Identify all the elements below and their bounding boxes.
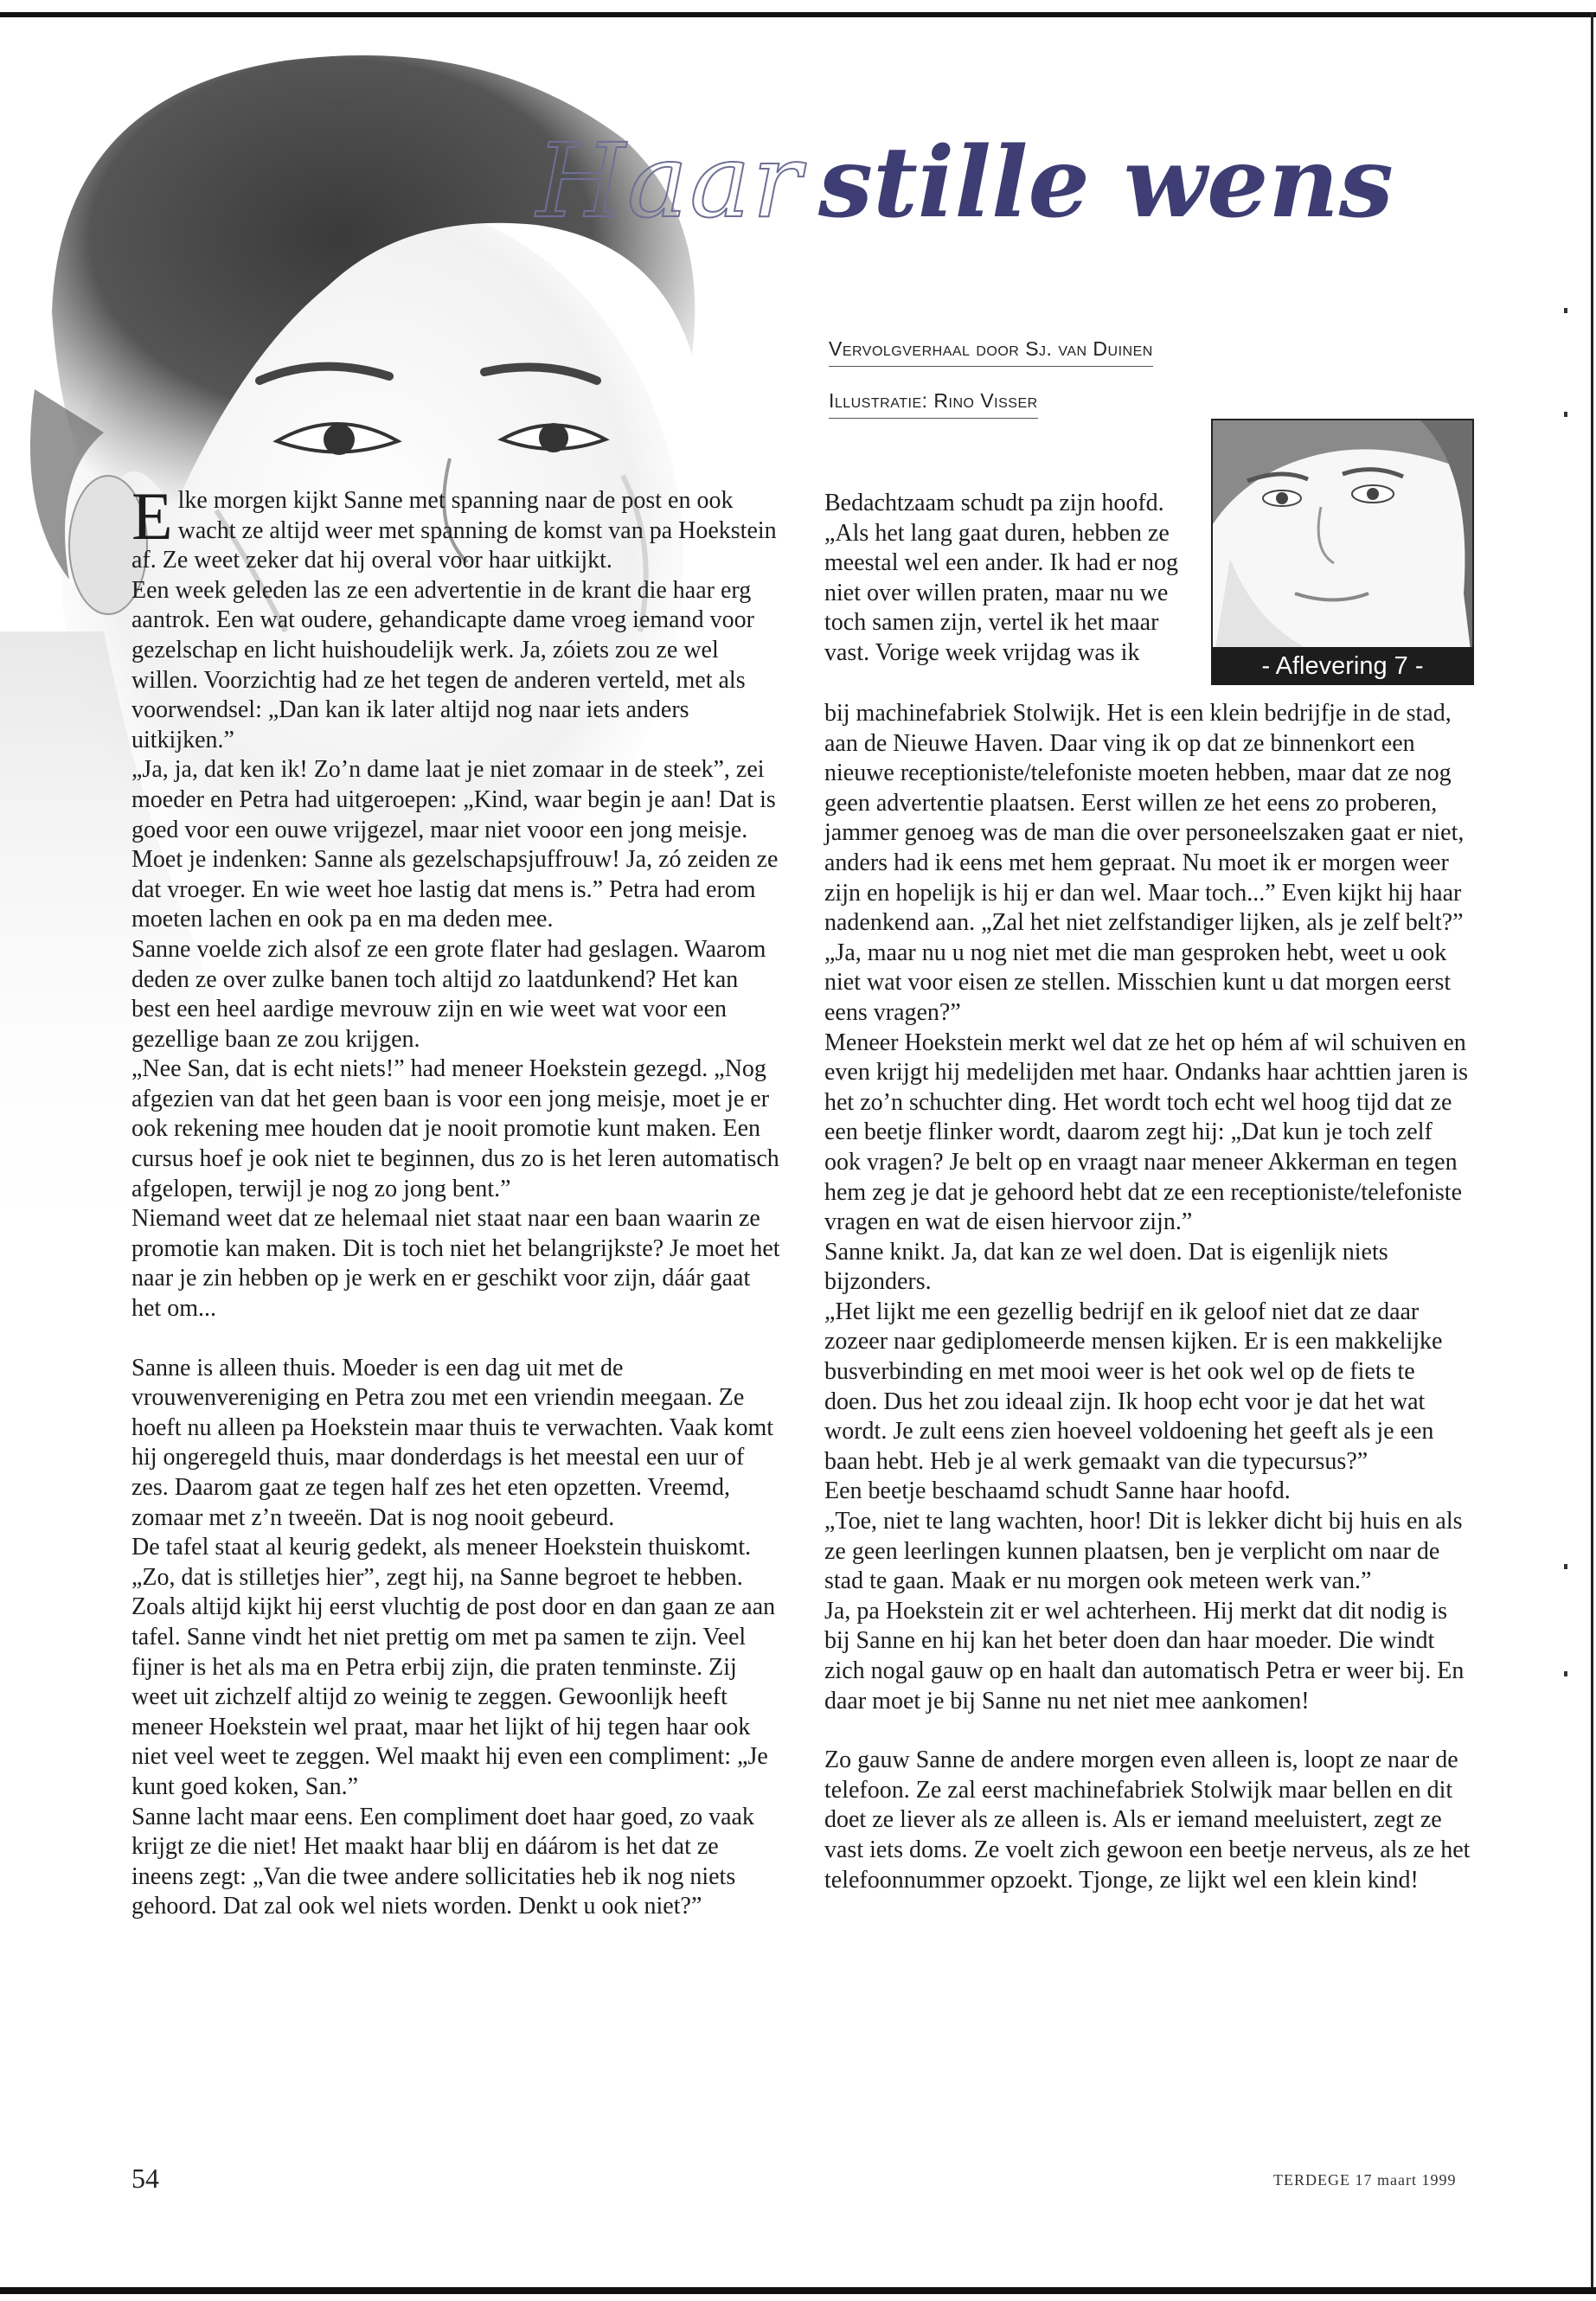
paragraph: Niemand weet dat ze helemaal niet staat naar een baan waarin ze promotie kan maken. Dit is toch niet het belangrijkste? Je moet het naar je zin hebben op je werk en er geschikt voor zijn, dáár gaat het om... [131,1205,780,1323]
paragraph: Een beetje beschaamd schudt Sanne haar hoofd. [824,1477,1291,1505]
paragraph: „Ja, ja, dat ken ik! Zo’n dame laat je niet zomaar in de steek”, zei moeder en Petra had uitgeroepen: „Kind, waar begin je aan! Dat is goed voor een ouwe vrijgezel, maar niet vooor een jong meisje. Moet je indenken: Sanne als gezelschapsjuffrouw! Ja, zó zeiden ze dat vroeger. En wie weet hoe lastig dat mens is.” Petra had erom moeten lachen en ook pa en ma deden mee. [131,756,779,933]
paragraph: Zo gauw Sanne de andere morgen even alleen is, loopt ze naar de telefoon. Ze zal eerst machinefabriek Stolwijk maar bellen en dit doet ze liever als ze alleen is. Als er iemand meeluistert, zegt ze vast iets doms. Ze voelt zich gewoon een beetje nerveus, als ze het telefoonnummer opzoekt. Tjonge, ze lijkt wel een klein kind! [824,1747,1471,1894]
paragraph: „Het lijkt me een gezellig bedrijf en ik geloof niet dat ze daar zozeer naar gediplomeerde mensen kijken. Er is een makkelijke busverbinding en met mooi weer is het ook wel op de fiets te doen. Dus het zou ideaal zijn. Ik hoop echt voor je dat het wat wordt. Je zult eens zien hoeveel voldoening het geeft als je een baan hebt. Heb je al werk gemaakt van die typecursus?” [824,1298,1443,1475]
top-border-rule [0,12,1596,17]
title-bold-words: stille wens [818,126,1394,240]
page-number: 54 [131,2163,159,2194]
article-title [536,121,1488,240]
drop-cap: E [131,478,173,554]
paragraph: Ja, pa Hoekstein zit er wel achterheen. Hij merkt dat dit nodig is bij Sanne en hij kan het beter doen dan haar moeder. Die windt zich nogal gauw op en haalt dan automatisch Petra er weer bij. En daar moet je bij Sanne nu net niet mee aankomen! [824,1597,1465,1715]
paragraph: Sanne is alleen thuis. Moeder is een dag uit met de vrouwenvereniging en Petra zou met een vriendin meegaan. Ze hoeft nu alleen pa Hoekstein maar thuis te verwachten. Vaak komt hij ongeregeld thuis, maar donderdags is het meestal een uur of zes. Daarom gaat ze tegen half zes het eten opzetten. Vreemd, zomaar met z’n tweeën. Dat is nog nooit gebeurd. [131,1354,774,1531]
article-column-right-top [824,489,1179,669]
title-outline-word: Haar [536,121,804,240]
paragraph: Meneer Hoekstein merkt wel dat ze het op hém af wil schuiven en even krijgt hij medelijden met haar. Ondanks haar achttien jaren is het zo’n schuchter ding. Het wordt toch echt wel hoog tijd dat ze een beetje flinker wordt, daarom zegt hij: „Dat kun je toch zelf ook vragen? Je belt op en vraagt naar meneer Akkerman en tegen hem zeg je dat je gehoord hebt dat ze een receptioniste/telefoniste vragen en wat de eisen hiervoor zijn.” [824,1029,1469,1236]
paragraph: bij machinefabriek Stolwijk. Het is een klein bedrijfje in de stad, aan de Nieuwe Haven. Daar ving ik op dat ze binnenkort een nieuwe receptioniste/telefoniste moeten hebben, maar dat ze nog geen advertentie plaatsen. Eerst willen ze het eens zo proberen, jammer genoeg was de man die over personeelszaken gaat er niet, anders had ik eens met hem gepraat. Nu moet ik er morgen weer zijn en hopelijk is hij er dan wel. Maar toch...” Even kijkt hij haar nadenkend aan. „Zal het niet zelfstandiger lijken, als je zelf belt?” [824,700,1465,937]
inset-portrait-drawing [1213,420,1472,664]
paragraph: Elke morgen kijkt Sanne met spanning naar de post en ook wacht ze altijd weer met spanning de komst van pa Hoekstein af. Ze weet zeker dat hij overal voor haar uitkijkt. [131,478,777,574]
paragraph: Sanne lacht maar eens. Een compliment doet haar goed, zo vaak krijgt ze die niet! Het maakt haar blij en dáárom is het dat ze ineens zegt: „Van die twee andere sollicitaties heb ik nog niets gehoord. Dat zal ook wel niets worden. Denkt u ook niet?” [131,1803,754,1920]
margin-mark [1564,1671,1567,1676]
right-border-rule [1591,12,1593,2294]
magazine-issue: TERDEGE 17 maart 1999 [1273,2171,1457,2189]
article-column-left [131,478,780,1922]
bottom-border-rule [0,2287,1596,2294]
paragraph: Sanne knikt. Ja, dat kan ze wel doen. Dat is eigenlijk niets bijzonders. [824,1238,1388,1296]
illustration-credit: Illustratie: Rino Visser [829,389,1038,419]
margin-mark [1564,412,1567,417]
story-credit: Vervolgverhaal door Sj. van Duinen [829,337,1153,367]
paragraph: „Nee San, dat is echt niets!” had meneer Hoekstein gezegd. „Nog afgezien van dat het geen baan is voor een jong meisje, moet je er ook rekening mee houden dat je nooit promotie kunt maken. Een cursus hoef je ook niet te beginnen, dus zo is het leren automatisch afgelopen, terwijl je nog zo jong bent.” [131,1055,779,1202]
paragraph: De tafel staat al keurig gedekt, als meneer Hoekstein thuiskomt. „Zo, dat is stilletjes hier”, zegt hij, na Sanne begroet te hebben. Zoals altijd kijkt hij eerst vluchtig de post door en dan gaan ze aan tafel. Sanne vindt het niet prettig om met pa samen te zijn. Veel fijner is het als ma en Petra erbij zijn, die praten tenminste. Zij weet uit zichzelf altijd zo weinig te zeggen. Gewoonlijk heeft meneer Hoekstein wel praat, maar het lijkt of hij tegen haar ook niet veel weet te zeggen. Wel maakt hij even een compliment: „Je kunt goed koken, San.” [131,1534,776,1800]
paragraph: Een week geleden las ze een advertentie in de krant die haar erg aantrok. Een wat oudere, gehandicapte dame vroeg iemand voor gezelschap en licht huishoudelijk werk. Ja, zóiets zou ze wel willen. Voorzichtig had ze het tegen de anderen verteld, met als voorwendsel: „Dan kan ik later altijd nog naar iets anders uitkijken.” [131,576,754,753]
article-column-right [824,699,1473,1895]
margin-mark [1564,1564,1567,1569]
margin-mark [1564,308,1567,313]
paragraph: „Toe, niet te lang wachten, hoor! Dit is lekker dicht bij huis en als ze geen leerlingen kunnen plaatsen, ben je verplicht om naar de stad te gaan. Maak er nu morgen ook meteen werk van.” [824,1508,1463,1595]
inset-portrait [1211,419,1474,666]
paragraph: „Ja, maar nu u nog niet met die man gesproken hebt, weet u ook niet wat voor eisen ze stellen. Misschien kunt u dat morgen eerst eens vragen?” [824,939,1452,1026]
episode-label: - Aflevering 7 - [1211,647,1474,685]
paragraph: Bedachtzaam schudt pa zijn hoofd. „Als het lang gaat duren, hebben ze meestal wel een ander. Ik had er nog niet over willen praten, maar nu we toch samen zijn, vertel ik het maar vast. Vorige week vrijdag was ik [824,490,1178,666]
paragraph: Sanne voelde zich alsof ze een grote flater had geslagen. Waarom deden ze over zulke banen toch altijd zo laatdunkend? Het kan best een heel aardige mevrouw zijn en wie weet wat voor een gezellige baan ze zou krijgen. [131,935,766,1053]
